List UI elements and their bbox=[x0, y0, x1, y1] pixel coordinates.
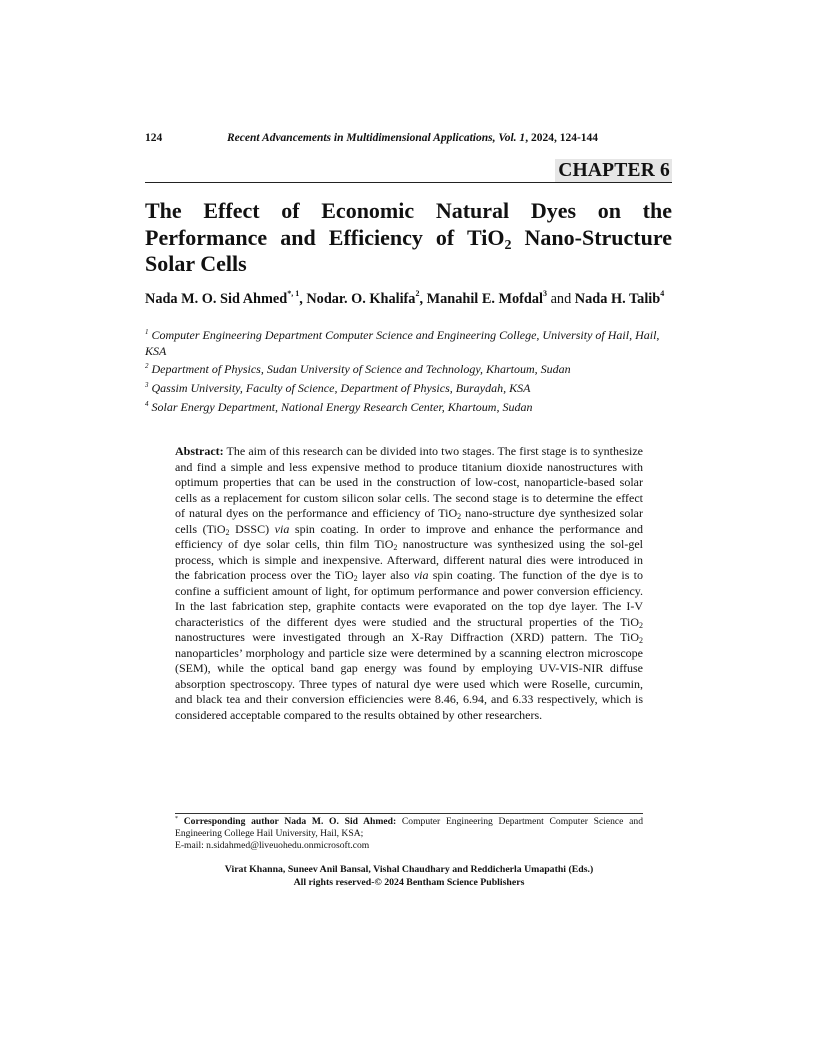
abstract-text: nanostructures were investigated through an X-Ray Diffraction (XRD) pattern. The TiO bbox=[175, 630, 639, 644]
abstract-label: Abstract: bbox=[175, 444, 224, 458]
abstract-text: DSSC) bbox=[229, 521, 275, 536]
abstract-subscript: 2 bbox=[393, 543, 398, 552]
abstract-text: layer also bbox=[357, 568, 414, 582]
abstract-text: spin coating. In order to improve and enhance the performance and efficiency of dye solar cells, thin film TiO bbox=[175, 521, 643, 551]
affiliation-item bbox=[145, 362, 672, 378]
abstract-text: spin coating. The function of the dye is to confine a sufficient amount of light, for optimum performance and power conversion efficiency. In the last fabrication step, graphite contacts were evaporated on the top dye layer. The I-V characteristics of the different dyes were studied and the structural properties of the TiO bbox=[175, 568, 644, 629]
affiliation-text: Department of Physics, Sudan University of Science and Technology, Khartoum, Sudan bbox=[151, 362, 571, 377]
page-number: 124 bbox=[145, 132, 163, 144]
footnote-email: E-mail: n.sidahmed@liveuohedu.onmicrosoft.com bbox=[175, 840, 370, 851]
journal-year-pages: , 2024, 124-144 bbox=[525, 132, 599, 144]
abstract-subscript: 2 bbox=[225, 527, 230, 537]
author-list bbox=[145, 290, 672, 309]
affiliation-text: Qassim University, Faculty of Science, Department of Physics, Buraydah, KSA bbox=[151, 381, 531, 396]
chapter-label: CHAPTER 6 bbox=[555, 159, 672, 182]
affiliation-list bbox=[145, 328, 672, 419]
footnote bbox=[175, 816, 643, 852]
author-marks: 3 bbox=[543, 289, 547, 298]
title-part-1: The Effect of Economic Natural Dyes on the Performance and Efficiency of TiO bbox=[145, 198, 672, 250]
author-name: Nada H. Talib bbox=[574, 291, 661, 307]
abstract-text: nanostructure was synthesized using the sol-gel process, which is simple and inexpensive. Afterward, different natural dies were introduced in the fabrication process over the TiO bbox=[175, 537, 643, 582]
title-subscript: 2 bbox=[504, 237, 512, 253]
author-name: Manahil E. Mofdal bbox=[426, 291, 543, 307]
affiliation-mark: 4 bbox=[145, 399, 149, 408]
footnote-rule bbox=[175, 813, 643, 814]
copyright-line: All rights reserved-© 2024 Bentham Science Publishers bbox=[293, 876, 525, 888]
author-marks: 2 bbox=[415, 289, 420, 298]
abstract bbox=[175, 444, 643, 723]
abstract-text: The aim of this research can be divided into two stages. The first stage is to synthesize and find a simple and less expensive method to produce titanium dioxide nanostructures with optimum properties that can be used in the construction of low-cost, nanoparticle-based solar cells as a replacement for custom silicon solar cells. The second stage is to determine the effect of natural dyes on the performance and efficiency of TiO bbox=[175, 444, 643, 520]
abstract-subscript: 2 bbox=[353, 574, 358, 583]
affiliation-item bbox=[145, 328, 672, 359]
author-name: Nada M. O. Sid Ahmed bbox=[145, 291, 288, 307]
affiliation-item bbox=[145, 400, 672, 416]
affiliation-mark: 2 bbox=[145, 362, 149, 371]
footnote-text: Computer Engineering Department Computer Science and Engineering College Hail University, Hail, KSA; bbox=[175, 816, 643, 839]
author-separator: , bbox=[419, 291, 427, 307]
affiliation-mark: 1 bbox=[145, 328, 149, 336]
journal-citation bbox=[227, 132, 598, 144]
abstract-text: nanoparticles’ morphology and particle size were determined by a scanning electron microscope (SEM), while the optical band gap energy was found by employing UV-VIS-NIR diffuse absorption spectroscopy. Three types of natural dye were used which were Roselle, curcumin, and black tea and their conversion efficiencies were 8.46, 6.94, and 6.33 respectively, which is considered acceptable compared to the results obtained by other researchers. bbox=[175, 645, 643, 722]
author-separator: , bbox=[299, 291, 307, 307]
abstract-italic: via bbox=[274, 521, 290, 536]
abstract-subscript: 2 bbox=[639, 620, 643, 630]
abstract-subscript: 2 bbox=[457, 512, 462, 521]
affiliation-item bbox=[145, 381, 672, 397]
affiliation-text: Solar Energy Department, National Energy Research Center, Khartoum, Sudan bbox=[151, 399, 533, 414]
footnote-label: Corresponding author Nada M. O. Sid Ahmed: bbox=[183, 816, 397, 827]
author-marks: 4 bbox=[660, 289, 665, 298]
affiliation-mark: 3 bbox=[145, 381, 149, 390]
journal-title: Recent Advancements in Multidimensional Applications, Vol. 1 bbox=[227, 132, 526, 144]
author-name: Nodar. O. Khalifa bbox=[306, 291, 416, 307]
abstract-subscript: 2 bbox=[639, 636, 643, 645]
affiliation-text: Computer Engineering Department Computer Science and Engineering College, University of Hail, Hail, KSA bbox=[145, 328, 660, 358]
chapter-title bbox=[145, 198, 672, 278]
header-rule bbox=[145, 182, 672, 183]
author-marks: *, 1 bbox=[287, 289, 300, 298]
editors-line: Virat Khanna, Suneev Anil Bansal, Vishal Chaudhary and Reddicherla Umapathi (Eds.) bbox=[224, 864, 594, 875]
title-part-2: Nano-Structure Solar Cells bbox=[145, 224, 672, 276]
author-separator: and bbox=[547, 291, 575, 307]
running-header bbox=[145, 132, 672, 148]
publisher-info bbox=[175, 864, 643, 889]
footnote-mark: * bbox=[175, 816, 178, 822]
abstract-italic: via bbox=[413, 568, 429, 582]
abstract-text: nano-structure dye synthesized solar cells (TiO bbox=[175, 506, 644, 536]
